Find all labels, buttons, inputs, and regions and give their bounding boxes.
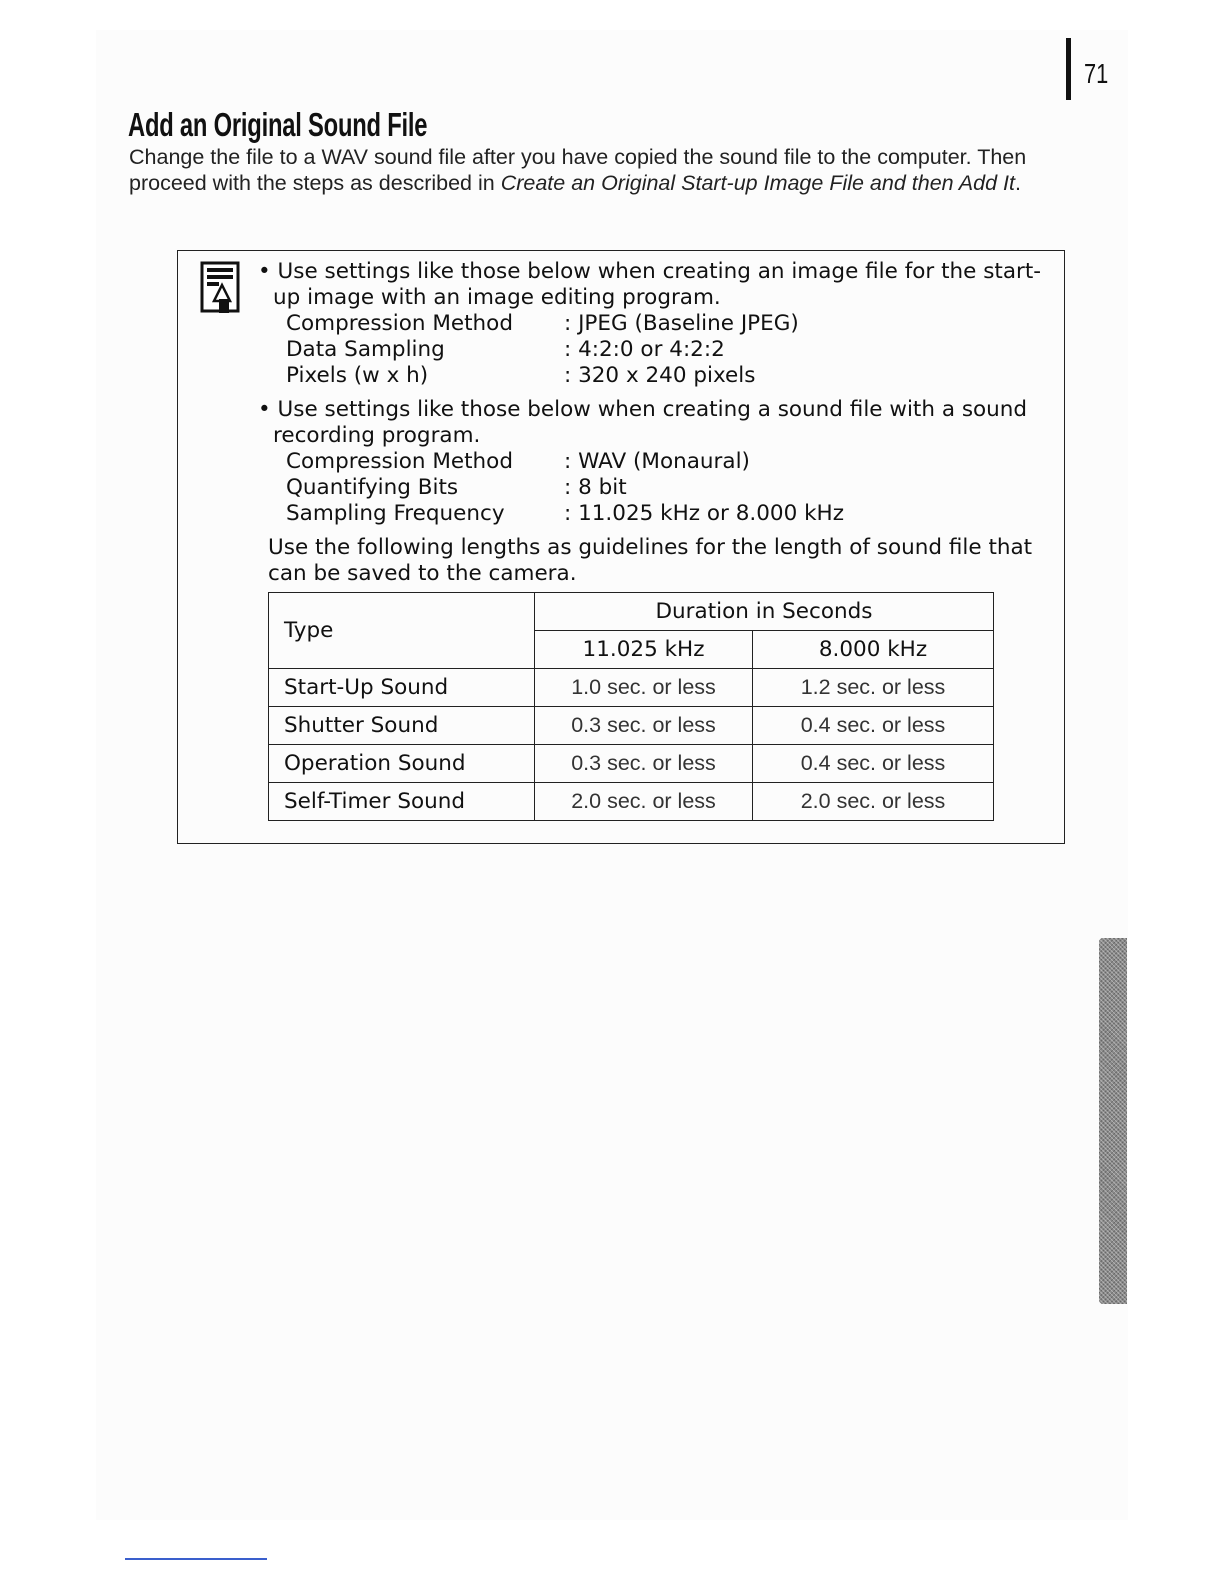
- note-content: [258, 259, 1058, 587]
- guideline-line2: can be saved to the camera.: [268, 561, 577, 586]
- sound-spec-row: [286, 449, 1058, 475]
- spec-label: Data Sampling: [286, 337, 445, 362]
- sound-spec-row: [286, 475, 1058, 501]
- sound-spec-row: [286, 501, 1058, 527]
- sound-bullet: [258, 397, 1058, 423]
- sound-bullet-line2: recording program.: [273, 423, 481, 448]
- guideline-line1: Use the following lengths as guidelines for the length of sound file that: [268, 535, 1033, 560]
- image-bullet: [258, 259, 1058, 285]
- memo-note-icon: [200, 261, 242, 315]
- table-row: [269, 745, 994, 783]
- type-cell: Operation Sound: [269, 745, 535, 783]
- spec-label: Sampling Frequency: [286, 501, 505, 526]
- spec-value: : 4:2:0 or 4:2:2: [564, 337, 725, 362]
- page-number: 71: [1084, 58, 1109, 89]
- image-bullet-line1: Use settings like those below when creating an image file for the start-: [277, 259, 1042, 284]
- duration-cell: 0.4 sec. or less: [753, 707, 994, 745]
- bullet-dot: •: [258, 397, 271, 422]
- type-header: Type: [269, 593, 535, 669]
- duration-cell: 1.0 sec. or less: [535, 669, 753, 707]
- duration-cell: 1.2 sec. or less: [753, 669, 994, 707]
- spec-label: Compression Method: [286, 311, 513, 336]
- table-row: [269, 707, 994, 745]
- duration-cell: 0.3 sec. or less: [535, 707, 753, 745]
- sound-bullet-line1: Use settings like those below when creating a sound file with a sound: [277, 397, 1028, 422]
- intro-paragraph: [129, 144, 1059, 196]
- duration-table-wrapper: [268, 592, 994, 821]
- image-spec-row: [286, 337, 1058, 363]
- spec-value: : 8 bit: [564, 475, 627, 500]
- duration-header: Duration in Seconds: [535, 593, 994, 631]
- spec-value: : 320 x 240 pixels: [564, 363, 756, 388]
- spec-label: Pixels (w x h): [286, 363, 429, 388]
- duration-cell: 0.3 sec. or less: [535, 745, 753, 783]
- spec-value: : WAV (Monaural): [564, 449, 750, 474]
- bottom-link-underline[interactable]: [125, 1558, 267, 1560]
- spec-label: Quantifying Bits: [286, 475, 459, 500]
- type-cell: Self-Timer Sound: [269, 783, 535, 821]
- spec-value: : 11.025 kHz or 8.000 kHz: [564, 501, 844, 526]
- duration-cell: 2.0 sec. or less: [753, 783, 994, 821]
- duration-cell: 2.0 sec. or less: [535, 783, 753, 821]
- image-spec-row: [286, 311, 1058, 337]
- image-spec-row: [286, 363, 1058, 389]
- chapter-side-tab: [1099, 938, 1127, 1304]
- table-row: [269, 783, 994, 821]
- freq-header-8000: 8.000 kHz: [753, 631, 994, 669]
- duration-cell: 0.4 sec. or less: [753, 745, 994, 783]
- intro-reference: Create an Original Start-up Image File and then Add It: [500, 171, 1015, 195]
- section-title: Add an Original Sound File: [128, 106, 428, 143]
- table-header-row: [269, 593, 994, 631]
- type-cell: Start-Up Sound: [269, 669, 535, 707]
- spec-label: Compression Method: [286, 449, 513, 474]
- spec-value: : JPEG (Baseline JPEG): [564, 311, 799, 336]
- duration-table: [268, 592, 994, 821]
- type-cell: Shutter Sound: [269, 707, 535, 745]
- freq-header-11025: 11.025 kHz: [535, 631, 753, 669]
- image-bullet-line2: up image with an image editing program.: [273, 285, 721, 310]
- page-number-rule: [1066, 38, 1071, 100]
- bullet-dot: •: [258, 259, 271, 284]
- intro-end: .: [1014, 171, 1021, 195]
- intro-text: Change the file to a WAV sound file after you have copied the sound file to the computer. Then proceed with the steps as described in: [129, 145, 1027, 195]
- table-row: [269, 669, 994, 707]
